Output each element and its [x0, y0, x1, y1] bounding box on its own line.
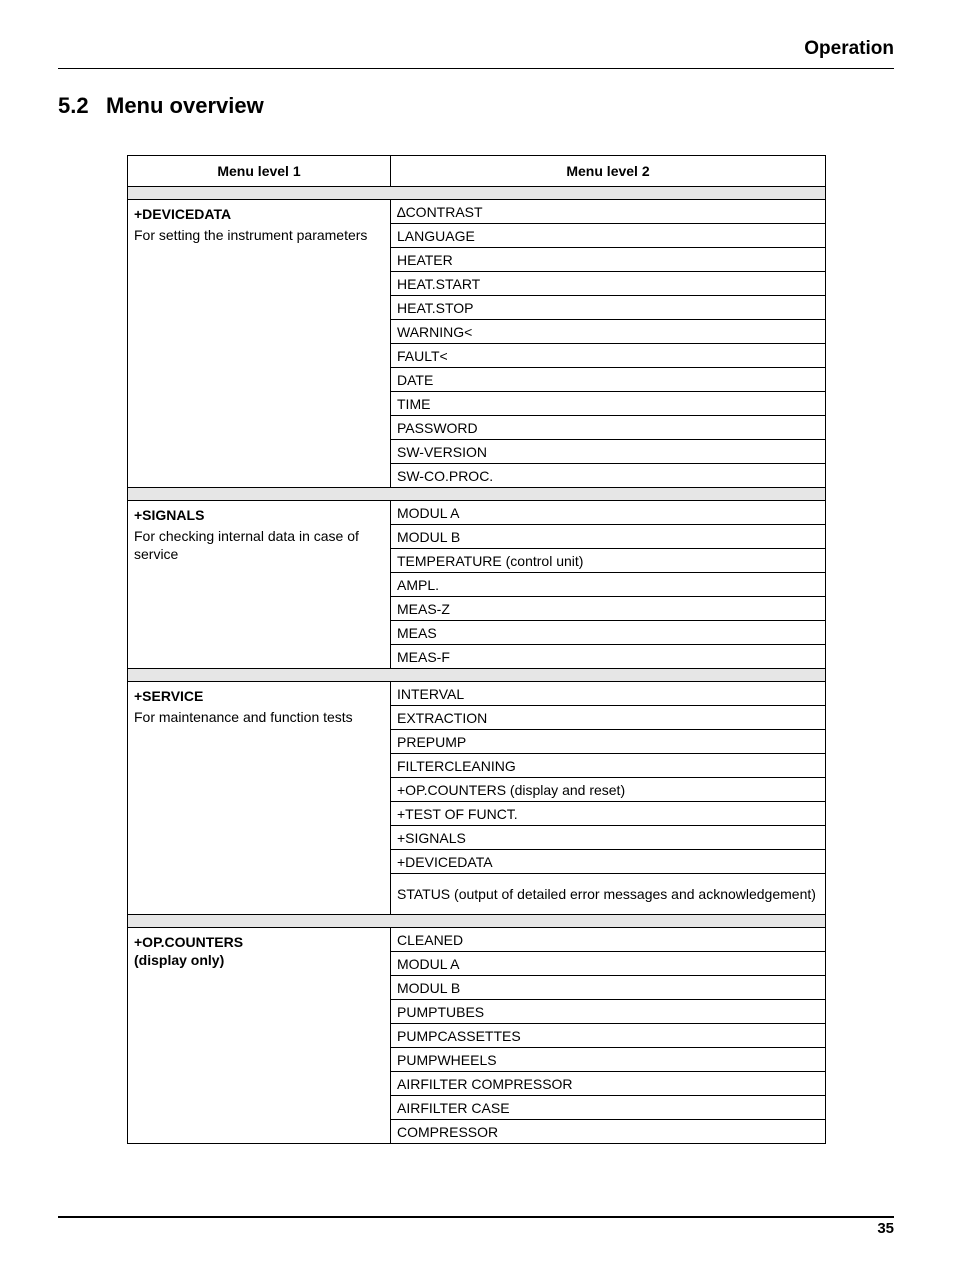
- group-separator: [128, 488, 826, 501]
- menu-level2-item: MODUL B: [391, 525, 826, 549]
- menu-level2-item: FILTERCLEANING: [391, 754, 826, 778]
- menu-level2-item: SW-VERSION: [391, 440, 826, 464]
- col1-header: Menu level 1: [128, 156, 391, 187]
- menu-level2-item: PUMPCASSETTES: [391, 1024, 826, 1048]
- separator-cell: [128, 488, 826, 501]
- menu-level2-item: STATUS (output of detailed error messages and acknowledgement): [391, 874, 826, 915]
- menu-group-description: For maintenance and function tests: [134, 709, 353, 725]
- menu-level2-item: AIRFILTER CASE: [391, 1096, 826, 1120]
- menu-level2-item: HEAT.STOP: [391, 296, 826, 320]
- table-header-row: [128, 156, 826, 187]
- menu-level2-item: MEAS-F: [391, 645, 826, 669]
- col2-header: Menu level 2: [391, 156, 826, 187]
- menu-level2-item: HEATER: [391, 248, 826, 272]
- header-rule: [58, 68, 894, 69]
- menu-body: [128, 187, 826, 1144]
- section-title: Menu overview: [106, 93, 264, 118]
- menu-group-title: +SERVICE: [134, 688, 204, 704]
- menu-level2-item: DATE: [391, 368, 826, 392]
- menu-level2-item: MODUL A: [391, 952, 826, 976]
- separator-cell: [128, 187, 826, 200]
- menu-level2-item: FAULT<: [391, 344, 826, 368]
- menu-level2-item: +SIGNALS: [391, 826, 826, 850]
- header-section-title: Operation: [804, 38, 894, 59]
- menu-level2-item: CLEANED: [391, 928, 826, 952]
- menu-group-title: +SIGNALS: [134, 507, 205, 523]
- menu-level2-item: MEAS: [391, 621, 826, 645]
- table-row: [128, 928, 826, 952]
- menu-level2-item: WARNING<: [391, 320, 826, 344]
- table-row: [128, 200, 826, 224]
- menu-level2-item: PUMPWHEELS: [391, 1048, 826, 1072]
- menu-level1-cell: [128, 928, 391, 1144]
- menu-level2-item: PUMPTUBES: [391, 1000, 826, 1024]
- menu-level2-item: SW-CO.PROC.: [391, 464, 826, 488]
- menu-level2-item: COMPRESSOR: [391, 1120, 826, 1144]
- menu-group-description: For checking internal data in case of service: [134, 528, 359, 562]
- menu-level2-item: LANGUAGE: [391, 224, 826, 248]
- page-number: 35: [877, 1220, 894, 1237]
- menu-group-description: (display only): [134, 952, 225, 968]
- menu-level1-cell: [128, 200, 391, 488]
- footer-rule: [58, 1216, 894, 1218]
- menu-level2-item: TIME: [391, 392, 826, 416]
- menu-overview-table: [127, 155, 826, 1144]
- menu-level2-item: PREPUMP: [391, 730, 826, 754]
- menu-level2-item: +OP.COUNTERS (display and reset): [391, 778, 826, 802]
- menu-group-title: +OP.COUNTERS: [134, 934, 244, 950]
- menu-level2-item: MEAS-Z: [391, 597, 826, 621]
- menu-level2-item: EXTRACTION: [391, 706, 826, 730]
- group-separator: [128, 915, 826, 928]
- menu-level2-item: HEAT.START: [391, 272, 826, 296]
- table-row: [128, 501, 826, 525]
- menu-level2-item: AIRFILTER COMPRESSOR: [391, 1072, 826, 1096]
- group-separator: [128, 187, 826, 200]
- menu-group-title: +DEVICEDATA: [134, 206, 232, 222]
- separator-cell: [128, 669, 826, 682]
- section-heading: [58, 93, 264, 119]
- menu-level2-item: AMPL.: [391, 573, 826, 597]
- section-number: 5.2: [58, 93, 89, 118]
- menu-level2-item: ∆CONTRAST: [391, 200, 826, 224]
- group-separator: [128, 669, 826, 682]
- menu-level2-item: +DEVICEDATA: [391, 850, 826, 874]
- menu-level2-item: TEMPERATURE (control unit): [391, 549, 826, 573]
- table-row: [128, 682, 826, 706]
- menu-level2-item: MODUL A: [391, 501, 826, 525]
- menu-level2-item: MODUL B: [391, 976, 826, 1000]
- menu-group-description: For setting the instrument parameters: [134, 227, 368, 243]
- menu-level2-item: +TEST OF FUNCT.: [391, 802, 826, 826]
- menu-level1-cell: [128, 682, 391, 915]
- menu-level2-item: INTERVAL: [391, 682, 826, 706]
- separator-cell: [128, 915, 826, 928]
- menu-level1-cell: [128, 501, 391, 669]
- menu-level2-item: PASSWORD: [391, 416, 826, 440]
